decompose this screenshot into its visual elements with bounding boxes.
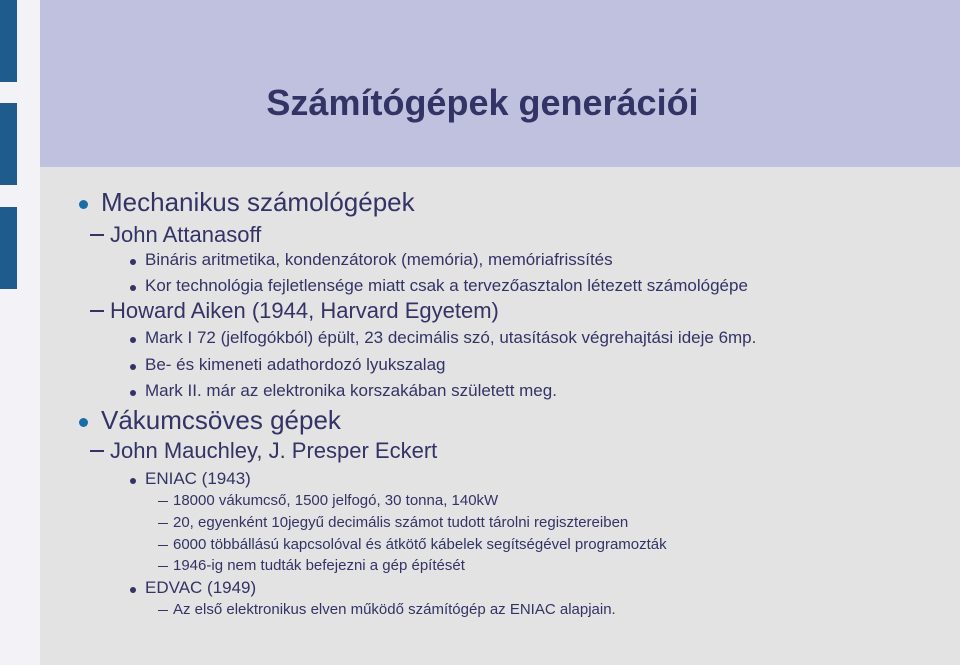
bullet-dot <box>130 259 136 265</box>
outline-item-level-2: John Mauchley, J. Presper Eckert <box>110 438 438 463</box>
outline-item-level-4: Az első elektronikus elven működő számítógép az ENIAC alapjain. <box>173 601 616 618</box>
outline-item-level-3: EDVAC (1949) <box>145 578 257 597</box>
outline-item-level-2: Howard Aiken (1944, Harvard Egyetem) <box>110 298 499 323</box>
bullet-dash <box>90 234 104 236</box>
slide-title: Számítógépek generációi <box>266 82 699 123</box>
bullet-dash <box>158 545 168 546</box>
outline-item-level-3: Be- és kimeneti adathordozó lyukszalag <box>145 355 446 374</box>
bullet-dash <box>158 523 168 524</box>
outline-item-level-2: John Attanasoff <box>110 222 262 247</box>
outline-item-level-3: Mark I 72 (jelfogókból) épült, 23 decimális szó, utasítások végrehajtási ideje 6mp. <box>145 328 757 347</box>
outline-item-level-1: Mechanikus számológépek <box>101 187 415 217</box>
outline-item-level-4: 18000 vákumcső, 1500 jelfogó, 30 tonna, 140kW <box>173 492 499 509</box>
bullet-dot <box>130 337 136 343</box>
bullet-dash <box>158 610 168 611</box>
outline-item-level-4: 1946-ig nem tudták befejezni a gép építését <box>173 557 465 574</box>
outline-item-level-3: Kor technológia fejletlensége miatt csak a tervezőasztalon létezett számológépe <box>145 276 748 295</box>
bullet-dash <box>90 450 104 452</box>
bullet-dash <box>90 310 104 312</box>
outline-item-level-3: Mark II. már az elektronika korszakában született meg. <box>145 381 557 400</box>
bullet-dot <box>130 587 136 593</box>
bullet-dash <box>158 501 168 502</box>
bullet-dot <box>130 364 136 370</box>
bullet-dot <box>79 418 88 427</box>
outline-item-level-4: 6000 többállású kapcsolóval és átkötő kábelek segítségével programozták <box>173 536 667 553</box>
bullet-dot <box>79 200 88 209</box>
bullet-dot <box>130 390 136 396</box>
bullet-dash <box>158 566 168 567</box>
bullet-dot <box>130 478 136 484</box>
outline-item-level-3: ENIAC (1943) <box>145 469 251 488</box>
outline-item-level-4: 20, egyenként 10jegyű decimális számot tudott tárolni regisztereiben <box>173 514 629 531</box>
outline-item-level-3: Bináris aritmetika, kondenzátorok (memória), memóriafrissítés <box>145 250 613 269</box>
bullet-dot <box>130 285 136 291</box>
outline-item-level-1: Vákumcsöves gépek <box>101 405 341 435</box>
